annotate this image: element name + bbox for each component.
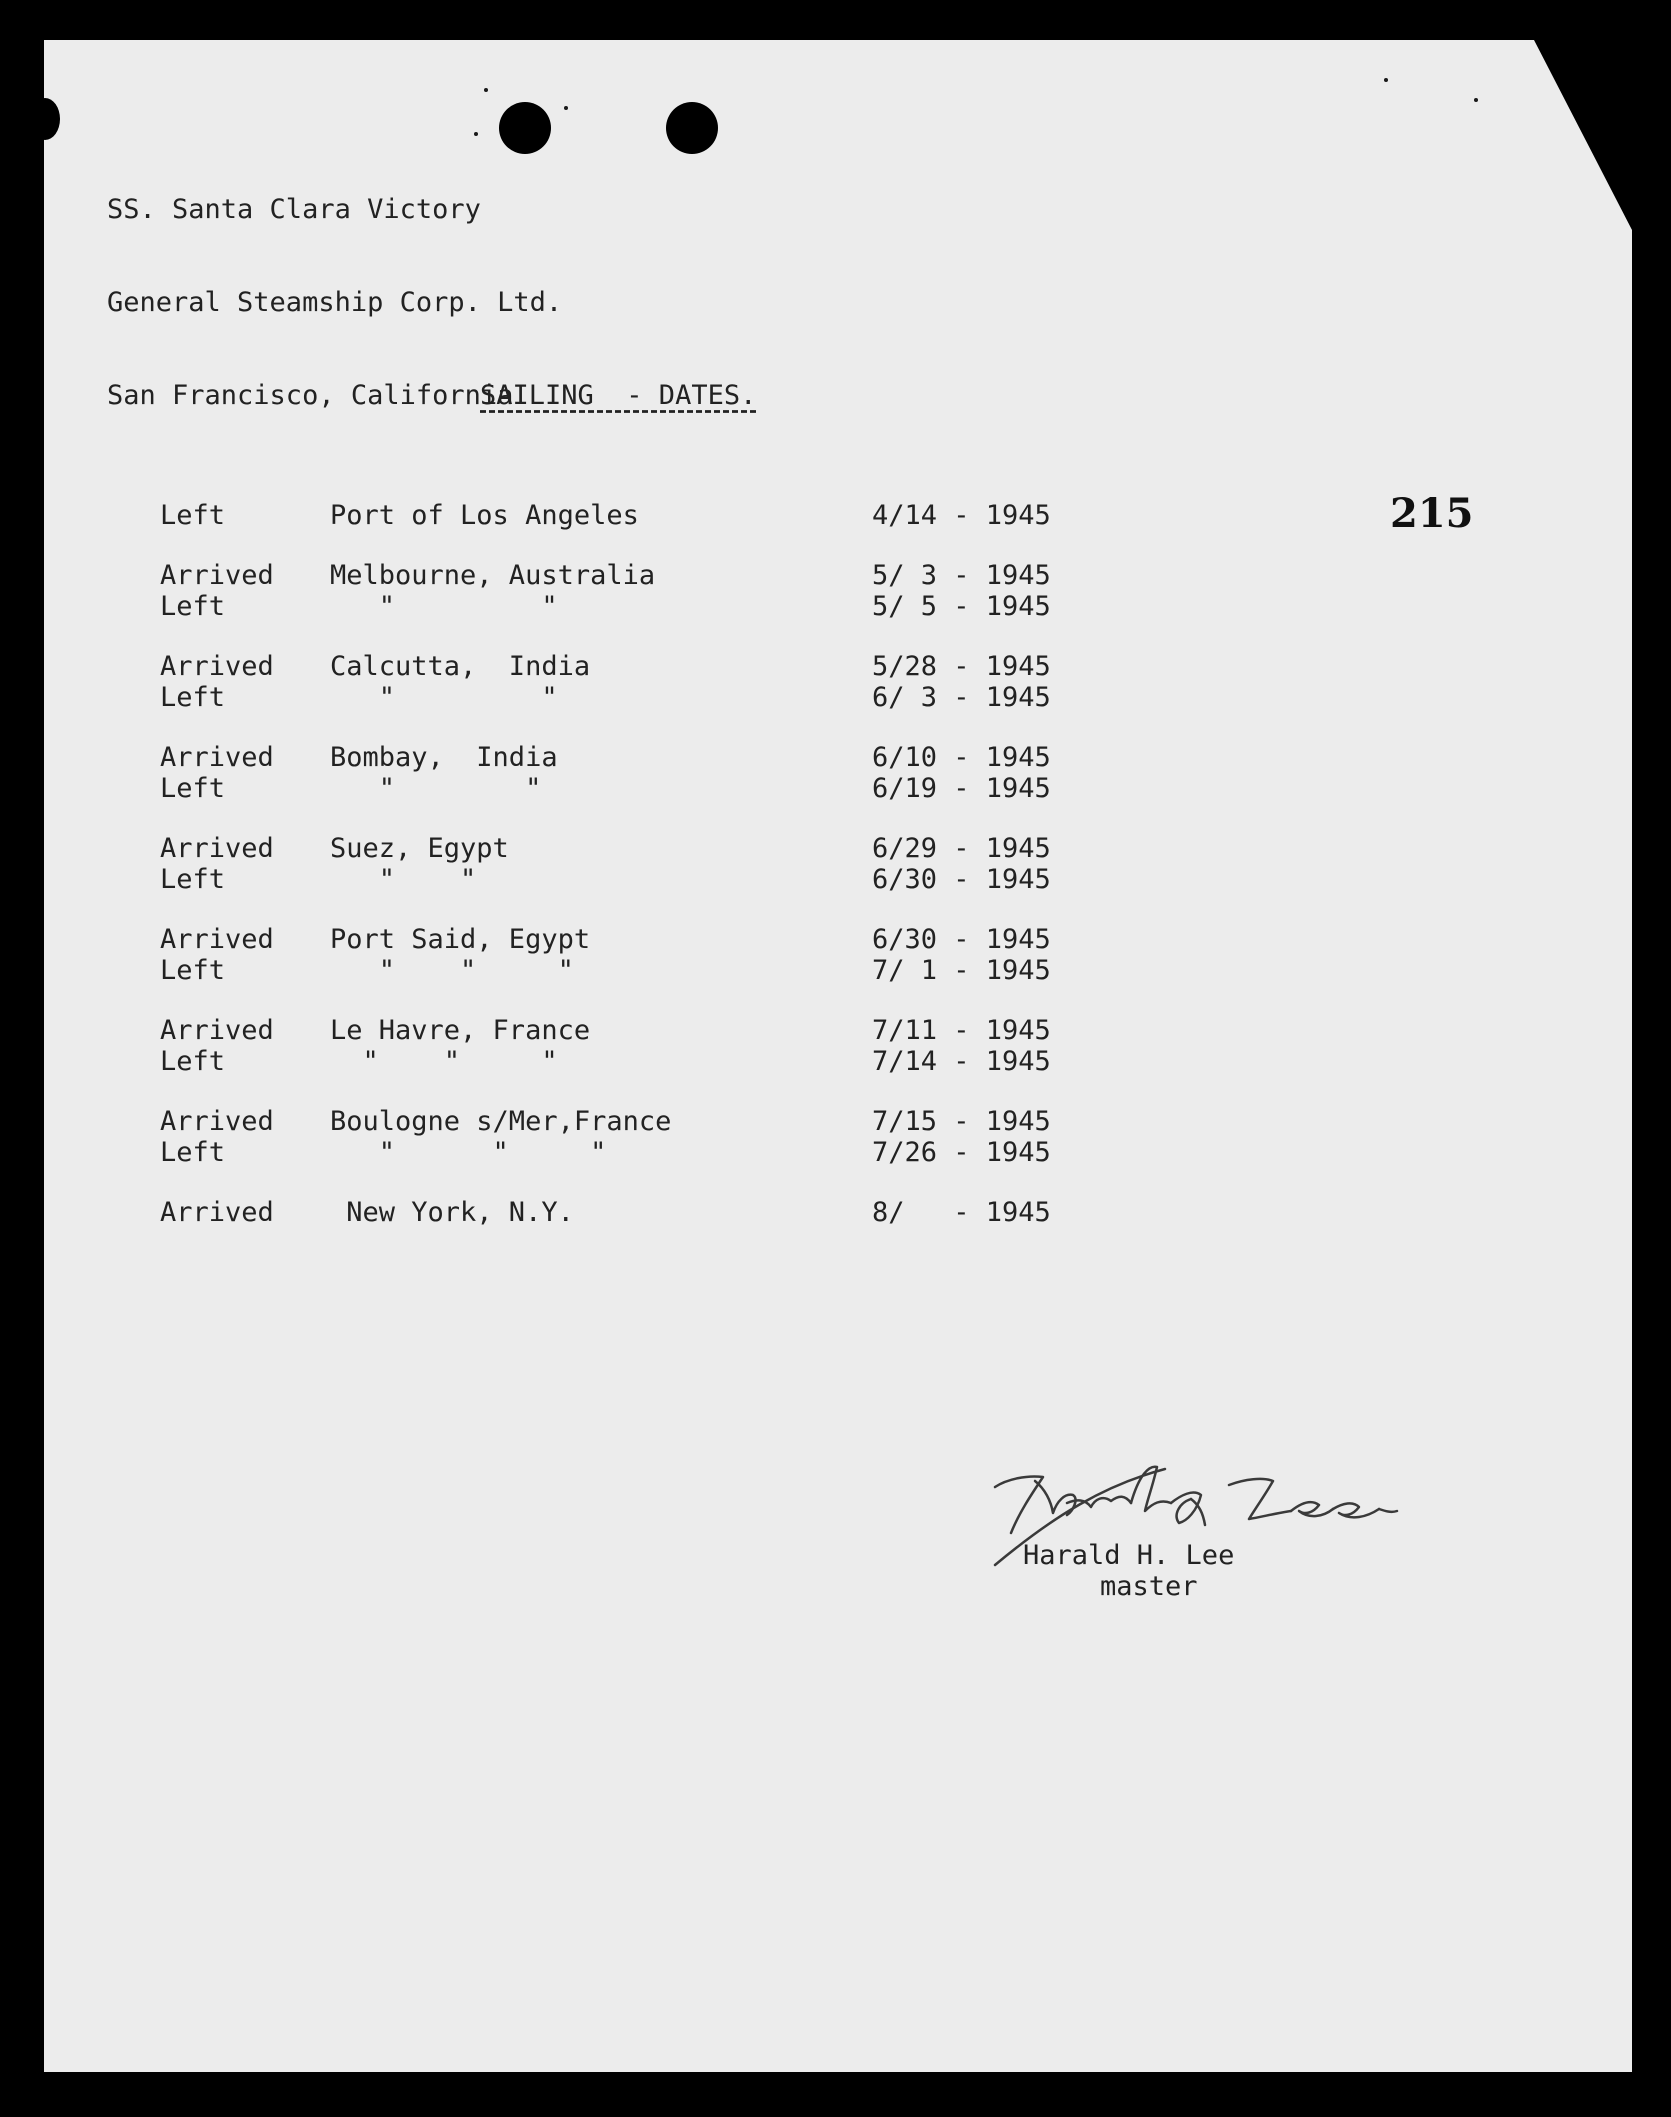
itinerary-row [160, 1137, 1220, 1168]
itinerary-row [160, 1197, 1220, 1228]
itinerary-entry [160, 742, 1220, 804]
itinerary-entry [160, 924, 1220, 986]
itinerary-row [160, 955, 1220, 986]
event-label: Arrived [160, 651, 274, 682]
sailing-date: 6/29 - 1945 [872, 833, 1051, 864]
sailing-dates-list [160, 500, 1220, 1257]
port-name: " " " [330, 1137, 607, 1168]
itinerary-row [160, 651, 1220, 682]
sailing-date: 7/14 - 1945 [872, 1046, 1051, 1077]
sailing-date: 7/15 - 1945 [872, 1106, 1051, 1137]
sailing-date: 6/30 - 1945 [872, 864, 1051, 895]
itinerary-row [160, 1015, 1220, 1046]
event-label: Arrived [160, 1197, 274, 1228]
event-label: Arrived [160, 1015, 274, 1046]
itinerary-entry [160, 1015, 1220, 1077]
itinerary-row [160, 864, 1220, 895]
event-label: Left [160, 864, 226, 895]
event-label: Arrived [160, 560, 274, 591]
event-label: Left [160, 682, 226, 713]
event-label: Arrived [160, 924, 274, 955]
port-name: " " [330, 864, 477, 895]
sailing-date: 8/ - 1945 [872, 1197, 1051, 1228]
port-name: " " [330, 773, 542, 804]
sailing-date: 7/ 1 - 1945 [872, 955, 1051, 986]
port-name: Le Havre, France [330, 1015, 591, 1046]
sailing-date: 6/19 - 1945 [872, 773, 1051, 804]
itinerary-entry [160, 1197, 1220, 1228]
itinerary-row [160, 1106, 1220, 1137]
speck [1474, 98, 1478, 102]
sailing-date: 5/28 - 1945 [872, 651, 1051, 682]
event-label: Arrived [160, 833, 274, 864]
event-label: Left [160, 1137, 226, 1168]
itinerary-row [160, 773, 1220, 804]
sailing-date: 5/ 3 - 1945 [872, 560, 1051, 591]
company-name: General Steamship Corp. Ltd. [107, 287, 563, 318]
port-name: Port Said, Egypt [330, 924, 591, 955]
ship-name: SS. Santa Clara Victory [107, 194, 481, 225]
page-number: 215 [1390, 490, 1474, 537]
punch-hole-right [666, 102, 718, 154]
itinerary-row [160, 591, 1220, 622]
port-name: Suez, Egypt [330, 833, 509, 864]
port-name: Calcutta, India [330, 651, 591, 682]
itinerary-row [160, 1046, 1220, 1077]
punch-hole-edge [30, 98, 60, 140]
sailing-date: 4/14 - 1945 [872, 500, 1051, 531]
port-name: " " " [330, 955, 574, 986]
event-label: Left [160, 1046, 226, 1077]
itinerary-entry [160, 1106, 1220, 1168]
port-name: New York, N.Y. [330, 1197, 574, 1228]
signatory-name: Harald H. Lee [1023, 1540, 1235, 1571]
itinerary-entry [160, 560, 1220, 622]
port-name: Boulogne s/Mer,France [330, 1106, 672, 1137]
event-label: Arrived [160, 1106, 274, 1137]
event-label: Left [160, 955, 226, 986]
itinerary-row [160, 682, 1220, 713]
port-name: " " [330, 591, 558, 622]
itinerary-row [160, 560, 1220, 591]
itinerary-entry [160, 500, 1220, 531]
port-name: " " " [330, 1046, 558, 1077]
speck [484, 88, 488, 92]
event-label: Left [160, 591, 226, 622]
sailing-date: 7/26 - 1945 [872, 1137, 1051, 1168]
signatory-title: master [1100, 1571, 1198, 1602]
itinerary-entry [160, 833, 1220, 895]
sailing-date: 5/ 5 - 1945 [872, 591, 1051, 622]
company-location: San Francisco, California [107, 380, 514, 411]
sailing-date: 7/11 - 1945 [872, 1015, 1051, 1046]
sailing-date: 6/10 - 1945 [872, 742, 1051, 773]
sailing-date: 6/ 3 - 1945 [872, 682, 1051, 713]
itinerary-row [160, 500, 1220, 531]
port-name: Melbourne, Australia [330, 560, 656, 591]
itinerary-row [160, 833, 1220, 864]
event-label: Arrived [160, 742, 274, 773]
itinerary-entry [160, 651, 1220, 713]
itinerary-row [160, 924, 1220, 955]
speck [1384, 78, 1388, 82]
port-name: " " [330, 682, 558, 713]
itinerary-row [160, 742, 1220, 773]
event-label: Left [160, 500, 226, 531]
port-name: Bombay, India [330, 742, 558, 773]
event-label: Left [160, 773, 226, 804]
page-title: SAILING - DATES. [480, 380, 757, 411]
sailing-date: 6/30 - 1945 [872, 924, 1051, 955]
speck [564, 106, 568, 110]
port-name: Port of Los Angeles [330, 500, 639, 531]
